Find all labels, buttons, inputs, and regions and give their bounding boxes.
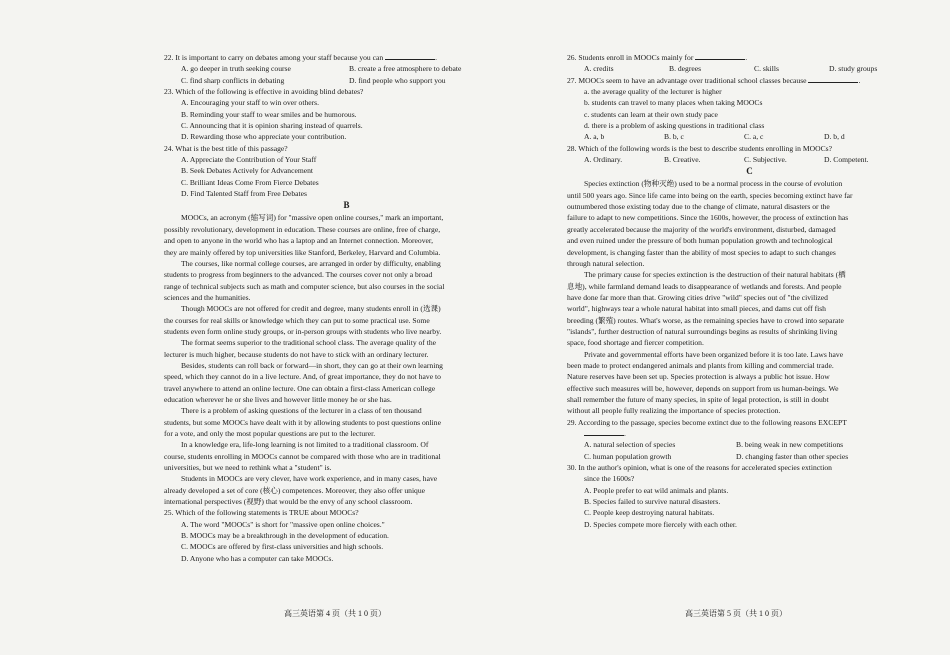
passage-line: greatly accelerated because the majority of the world's environment, disturbed, damaged	[567, 224, 836, 234]
q22-options-cd: C. find sharp conflicts in debating D. find people who support you	[181, 75, 446, 85]
passage-line: shall remember the future of many species, in spite of legal protection, is still in doubt	[567, 394, 829, 404]
right-page	[475, 0, 950, 655]
q24-option-c: C. Brilliant Ideas Come From Fierce Debates	[181, 177, 319, 187]
passage-line: There is a problem of asking questions of the lecturer in a class of ten thousand	[181, 406, 422, 416]
passage-line: and even ruined under the pressure of both human population growth and technological	[567, 236, 833, 246]
q22-options-ab: A. go deeper in truth seeking course B. create a free atmosphere to debate	[181, 64, 462, 74]
passage-line: "islands", further destruction of natural surroundings begins as results of shrinking living	[567, 326, 838, 336]
passage-line: The courses, like normal college courses, are arranged in order by difficulty, enabling	[181, 258, 441, 268]
q27-item-d: d. there is a problem of asking questions in traditional class	[584, 121, 765, 131]
q22-stem: 22. It is important to carry on debates among your staff because you can .	[164, 53, 437, 62]
passage-line: Besides, students can roll back or forward—in short, they can go at their own learning	[181, 360, 443, 370]
passage-line: already developed a set of core (核心) competences. Moreover, they also offer unique	[164, 485, 426, 495]
passage-line: outnumbered those existing today due to the change of climate, natural disasters or the	[567, 202, 830, 212]
q25-stem: 25. Which of the following statements is TRUE about MOOCs?	[164, 508, 359, 518]
q27-item-b: b. students can travel to many places when taking MOOCs	[584, 98, 763, 108]
q27-item-c: c. students can learn at their own study pace	[584, 109, 718, 119]
passage-line: course, students enrolling in MOOCs cannot be compared with those who are in traditional	[164, 451, 441, 461]
q25-option-c: C. MOOCs are offered by first-class universities and high schools.	[181, 542, 384, 552]
passage-line: education wherever he or she lives and however little money he or she has.	[164, 394, 392, 404]
passage-line: without all people fully realizing the importance of species protection.	[567, 406, 781, 416]
passage-line: the courses for real skills or knowledge which they can put to some practical use. Some	[164, 315, 430, 325]
passage-line: space, food shortage and fiercer competition.	[567, 338, 704, 348]
passage-line: effective such measures will be, however, depends on support from us human-beings. We	[567, 383, 839, 393]
q25-option-b: B. MOOCs may be a breakthrough in the development of education.	[181, 531, 389, 541]
q26-stem: 26. Students enroll in MOOCs mainly for .	[567, 53, 748, 62]
q30-option-b: B. Species failed to survive natural disasters.	[584, 497, 721, 507]
q25-option-a: A. The word "MOOCs" is short for "massive open online choices."	[181, 519, 385, 529]
passage-line: and open to anyone in the world who has a laptop and an Internet connection. Moreover,	[164, 236, 433, 246]
passage-line: they are mainly offered by top universities like Stanford, Berkeley, Harvard and Columbia.	[164, 247, 441, 257]
passage-line: Nature reserves have been set up. Species protection is always a public hot issue. How	[567, 372, 830, 382]
q23-option-d: D. Rewarding those who appreciate your contribution.	[181, 132, 347, 142]
q25-option-d: D. Anyone who has a computer can take MOOCs.	[181, 553, 334, 563]
q30-stem: 30. In the author's opinion, what is one of the reasons for accelerated species extinction	[567, 463, 832, 473]
passage-line: Species extinction (物种灭绝) used to be a normal process in the course of evolution	[584, 179, 843, 189]
passage-line: students even form online study groups, or in-person groups with students who live nearby.	[164, 326, 442, 336]
q27-item-a: a. the average quality of the lecturer is higher	[584, 87, 722, 97]
passage-line: failure to adapt to new competitions. Since the 1600s, however, the process of extinction has	[567, 213, 849, 223]
q24-option-a: A. Appreciate the Contribution of Your Staff	[181, 155, 317, 165]
passage-line: The format seems superior to the traditional school class. The average quality of the	[181, 338, 437, 348]
passage-line: Private and governmental efforts have been organized before it is too late. Laws have	[584, 349, 844, 359]
q30-stem-cont: since the 1600s?	[584, 474, 635, 484]
passage-c	[567, 178, 932, 416]
q24-option-d: D. Find Talented Staff from Free Debates	[181, 189, 307, 199]
passage-line: Though MOOCs are not offered for credit and degree, many students enroll in (选课)	[181, 304, 441, 314]
left-page-footer: 高三英语第 4 页（共 1 0 页）	[284, 609, 386, 618]
passage-line: through natural selection.	[567, 258, 645, 268]
q23-option-b: B. Reminding your staff to wear smiles and be humorous.	[181, 109, 357, 119]
passage-line: possibly revolutionary, development in education. These courses are online, free of charge,	[164, 224, 441, 234]
passage-line: In a knowledge era, life-long learning is not limited to a traditional classroom. Of	[181, 440, 429, 450]
passage-line: The primary cause for species extinction is the destruction of their natural habitats (栖	[584, 270, 846, 280]
q30-option-c: C. People keep destroying natural habitats.	[584, 508, 715, 518]
q29-options-cd: C. human population growth D. changing faster than other species	[584, 451, 849, 461]
passage-line: students to progress from beginners to the advanced. The courses cover not only a broad	[164, 270, 433, 280]
right-column	[567, 52, 932, 530]
q29-options-ab: A. natural selection of species B. being weak in new competitions	[584, 440, 844, 450]
passage-line: MOOCs, an acronym (缩写词) for "massive open online courses," mark an important,	[181, 213, 444, 223]
q30-option-d: D. Species compete more fiercely with each other.	[584, 519, 737, 529]
passage-line: travel anywhere to attend an online lecture. One can obtain a first-class American college	[164, 383, 436, 393]
q24-option-b: B. Seek Debates Actively for Advancement	[181, 166, 314, 176]
q23-option-c: C. Announcing that it is opinion sharing instead of quarrels.	[181, 121, 363, 131]
passage-line: development, is changing faster than the ability of most species to adapt to such changes	[567, 247, 836, 257]
passage-line: universities, but we need to rethink what a "student" is.	[164, 463, 332, 473]
passage-line: Students in MOOCs are very clever, have work experience, and in many cases, have	[181, 474, 438, 484]
passage-line: been made to protect endangered animals and plants from killing and commercial trade.	[567, 360, 834, 370]
right-page-footer: 高三英语第 5 页（共 1 0 页）	[685, 609, 787, 618]
passage-line: until 500 years ago. Since life came into being on the earth, species becoming extinct have far	[567, 190, 853, 200]
q28-stem: 28. Which of the following words is the best to describe students enrolling in MOOCs?	[567, 143, 832, 153]
passage-line: sciences and the humanities.	[164, 292, 251, 302]
q28-options: A. Ordinary. B. Creative. C. Subjective. D. Competent.	[584, 155, 869, 165]
q27-options: A. a, b B. b, c C. a, c D. b, d	[584, 132, 845, 142]
passage-line: breeding (繁殖) routes. What's worse, as the remaining species have to crowd into separate	[567, 315, 844, 325]
passage-line: range of technical subjects such as math and computer science, but also courses in the social	[164, 281, 445, 291]
q23-option-a: A. Encouraging your staff to win over others.	[181, 98, 319, 108]
q24-stem: 24. What is the best title of this passage?	[164, 143, 288, 153]
section-c-heading: C	[746, 166, 753, 177]
passage-line: have done far more than that. Growing cities drive "wild" species out of "the civilized	[567, 292, 828, 302]
section-b-heading: B	[343, 200, 350, 211]
passage-line: world", highways tear a whole natural habitat into small pieces, and dams cut off fish	[567, 304, 826, 314]
passage-line: speed, which they cannot do in a live lecture. And, of great importance, they do not have to	[164, 372, 441, 382]
q27-stem: 27. MOOCs seem to have an advantage over traditional school classes because .	[567, 75, 861, 85]
passage-line: for a vote, and only the most popular questions are put to the lecturer.	[164, 429, 376, 438]
q26-options: A. credits B. degrees C. skills D. study groups	[584, 64, 878, 74]
q30-option-a: A. People prefer to eat wild animals and plants.	[584, 485, 729, 495]
q23-stem: 23. Which of the following is effective in avoiding blind debates?	[164, 87, 364, 97]
q29-blank: .	[567, 428, 932, 439]
passage-line: 息地), while farmland demand leads to disappearance of wetlands and forests. And people	[567, 281, 842, 291]
passage-line: lecturer is much higher, because students do not have to stick with an ordinary lecturer.	[164, 349, 429, 359]
q29-stem: 29. According to the passage, species become extinct due to the following reasons EXCEPT	[567, 417, 847, 427]
passage-line: international perspectives (视野) that would be the envy of any school classroom.	[164, 497, 413, 507]
passage-line: students, but some MOOCs have dealt with it by allowing students to post questions online	[164, 417, 441, 427]
